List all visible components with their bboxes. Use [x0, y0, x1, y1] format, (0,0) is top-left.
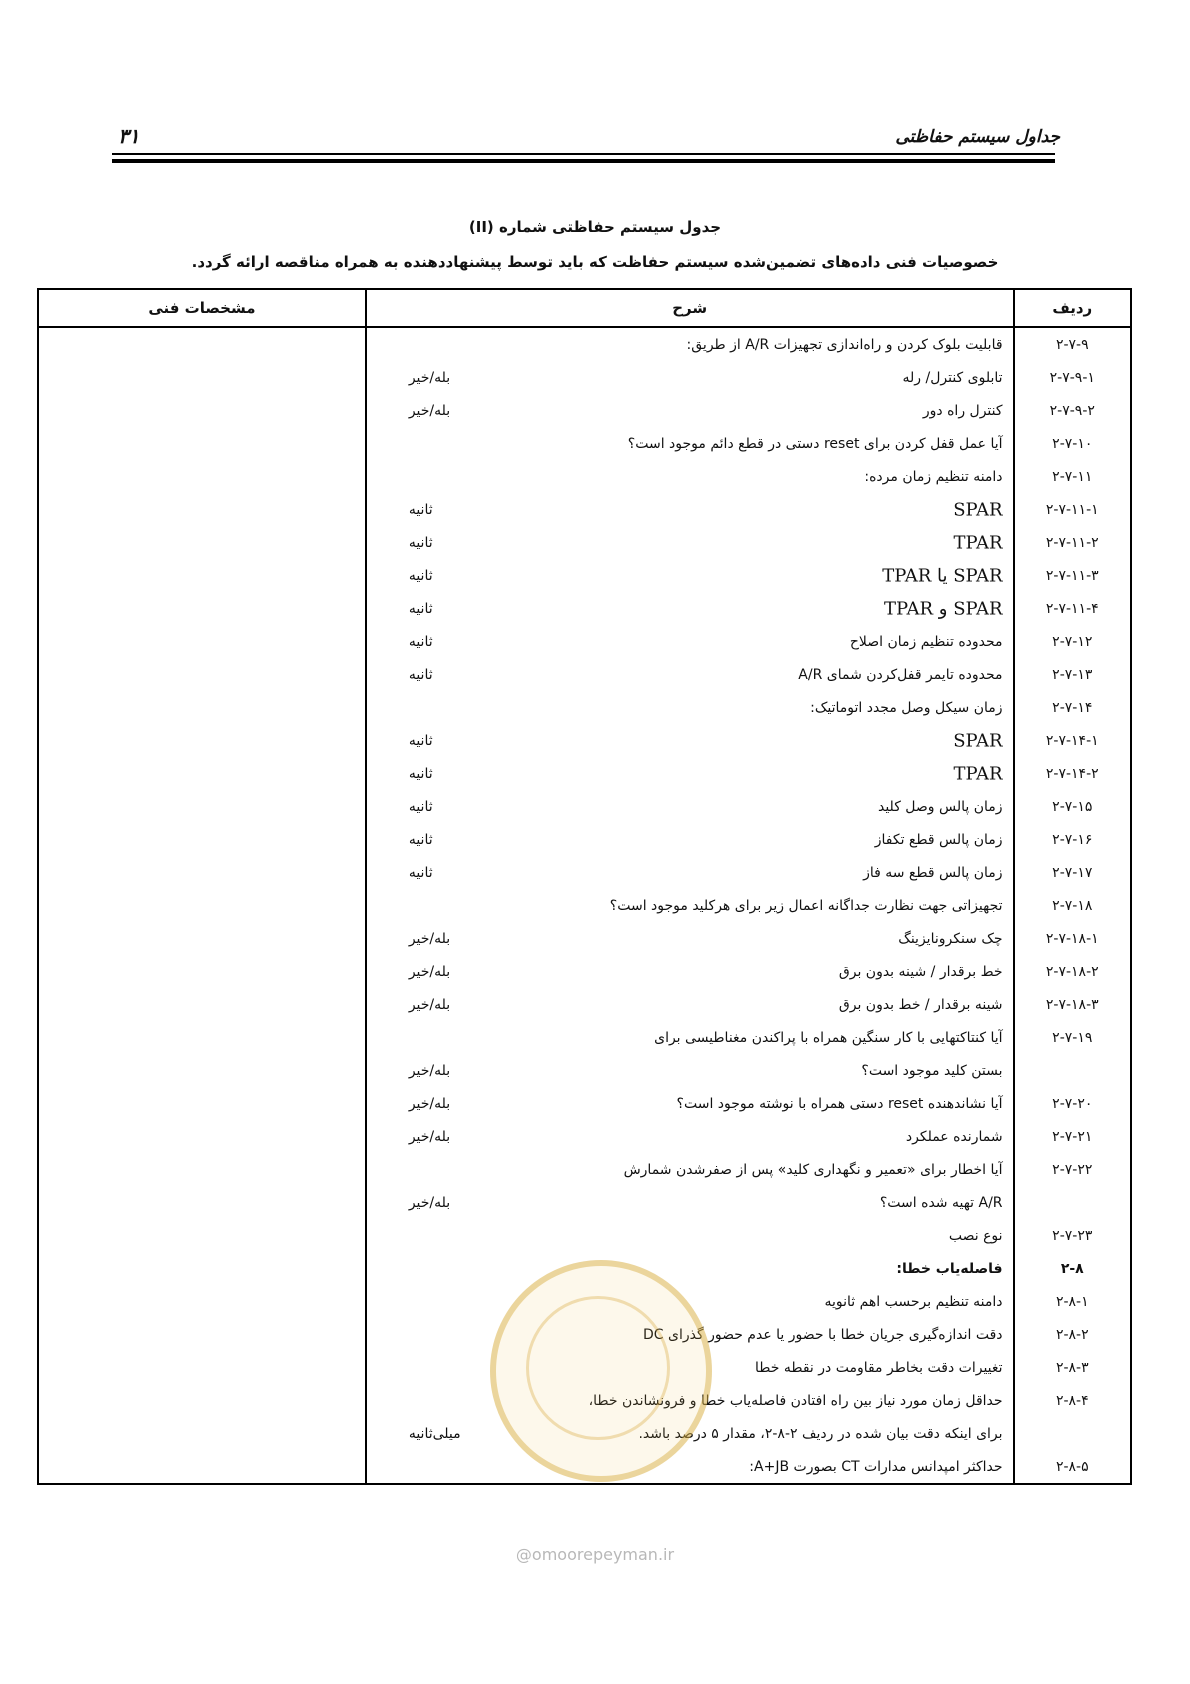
- row-number: ۲-۷-۱۱-۱: [1014, 493, 1131, 526]
- row-number: ۲-۷-۱۴: [1014, 691, 1131, 724]
- row-number: ۲-۷-۱۷: [1014, 856, 1131, 889]
- row-unit: ثانیه: [408, 765, 433, 782]
- row-description: آیا نشاندهنده reset دستی همراه با نوشته موجود است؟: [676, 1095, 1003, 1112]
- table-row: [38, 658, 1131, 691]
- table-header-row: [38, 289, 1131, 327]
- row-number: ۲-۷-۱۹: [1014, 1021, 1131, 1054]
- row-number: ۲-۸-۲: [1014, 1318, 1131, 1351]
- row-number: ۲-۸-۴: [1014, 1384, 1131, 1417]
- row-spec-cell: [38, 823, 366, 856]
- row-description: زمان سیکل وصل مجدد اتوماتیک:: [810, 699, 1003, 716]
- row-number: ۲-۷-۱۸: [1014, 889, 1131, 922]
- row-description: بستن کلید موجود است؟: [861, 1062, 1003, 1079]
- row-description-cell: [366, 691, 1014, 724]
- row-description-cell: [366, 361, 1014, 394]
- row-description-cell: [366, 889, 1014, 922]
- row-unit: بله/خیر: [408, 1128, 451, 1145]
- row-spec-cell: [38, 1384, 366, 1417]
- table-row: [38, 757, 1131, 790]
- row-spec-cell: [38, 1054, 366, 1087]
- table-row: [38, 988, 1131, 1021]
- row-description: دامنه تنظیم برحسب اهم ثانویه: [824, 1293, 1003, 1310]
- row-number: ۲-۷-۱۶: [1014, 823, 1131, 856]
- table-row: [38, 526, 1131, 559]
- table-caption: جدول سیستم حفاظتی شماره (II): [468, 218, 722, 236]
- row-number: ۲-۷-۱۳: [1014, 658, 1131, 691]
- row-spec-cell: [38, 691, 366, 724]
- row-number: [1014, 1417, 1131, 1450]
- row-spec-cell: [38, 988, 366, 1021]
- row-unit: بله/خیر: [408, 369, 451, 386]
- row-number: ۲-۷-۱۵: [1014, 790, 1131, 823]
- table-row: [38, 1087, 1131, 1120]
- table-row: [38, 922, 1131, 955]
- row-unit: بله/خیر: [408, 402, 451, 419]
- table-row: [38, 1054, 1131, 1087]
- watermark-seal: [490, 1260, 712, 1482]
- table-row: [38, 327, 1131, 361]
- row-number: ۲-۷-۱۱: [1014, 460, 1131, 493]
- row-unit: بله/خیر: [408, 930, 451, 947]
- row-description-cell: [366, 625, 1014, 658]
- row-description-cell: [366, 1120, 1014, 1153]
- row-description-cell: [366, 757, 1014, 790]
- header-spec: مشخصات فنی: [38, 289, 366, 327]
- row-unit: ثانیه: [408, 633, 433, 650]
- row-description: تغییرات دقت بخاطر مقاومت در نقطه خطا: [754, 1359, 1003, 1376]
- table-row: [38, 427, 1131, 460]
- row-spec-cell: [38, 790, 366, 823]
- row-spec-cell: [38, 394, 366, 427]
- row-unit: ثانیه: [408, 600, 433, 617]
- row-description: فاصله‌یاب خطا:: [896, 1260, 1003, 1277]
- row-description-cell: [366, 559, 1014, 592]
- row-unit: بله/خیر: [408, 963, 451, 980]
- row-number: ۲-۸-۳: [1014, 1351, 1131, 1384]
- row-spec-cell: [38, 1450, 366, 1484]
- row-description: TPAR: [953, 763, 1003, 784]
- row-description-cell: [366, 856, 1014, 889]
- row-spec-cell: [38, 922, 366, 955]
- table-row: [38, 460, 1131, 493]
- row-spec-cell: [38, 1120, 366, 1153]
- row-unit: ثانیه: [408, 798, 433, 815]
- row-number: ۲-۷-۱۸-۱: [1014, 922, 1131, 955]
- row-unit: ثانیه: [408, 534, 433, 551]
- row-description: محدوده تنظیم زمان اصلاح: [849, 633, 1003, 650]
- row-unit: بله/خیر: [408, 1095, 451, 1112]
- table-row: [38, 559, 1131, 592]
- row-unit: ثانیه: [408, 567, 433, 584]
- row-description: دامنه تنظیم زمان مرده:: [864, 468, 1003, 485]
- row-number: ۲-۷-۹-۲: [1014, 394, 1131, 427]
- table-row: [38, 394, 1131, 427]
- row-number: ۲-۸: [1014, 1252, 1131, 1285]
- row-number: ۲-۷-۱۲: [1014, 625, 1131, 658]
- row-description-cell: [366, 526, 1014, 559]
- row-unit: بله/خیر: [408, 1194, 451, 1211]
- row-spec-cell: [38, 559, 366, 592]
- row-description-cell: [366, 1054, 1014, 1087]
- row-description: برای اینکه دقت بیان شده در ردیف ۲-۸-۲، مقدار ۵ درصد باشد.: [638, 1425, 1003, 1442]
- table-row: [38, 790, 1131, 823]
- row-description-cell: [366, 1252, 1014, 1285]
- row-description-cell: [366, 724, 1014, 757]
- header-rule-thin: [112, 153, 1055, 155]
- row-spec-cell: [38, 658, 366, 691]
- row-description: زمان پالس قطع سه فاز: [863, 864, 1003, 881]
- row-number: ۲-۷-۹-۱: [1014, 361, 1131, 394]
- row-number: [1014, 1186, 1131, 1219]
- row-spec-cell: [38, 724, 366, 757]
- row-spec-cell: [38, 625, 366, 658]
- row-description-cell: [366, 823, 1014, 856]
- row-description-cell: [366, 1186, 1014, 1219]
- row-description-cell: [366, 1021, 1014, 1054]
- row-number: ۲-۷-۱۱-۲: [1014, 526, 1131, 559]
- row-spec-cell: [38, 856, 366, 889]
- row-unit: میلی‌ثانیه: [408, 1425, 461, 1442]
- row-unit: ثانیه: [408, 501, 433, 518]
- row-number: ۲-۷-۱۸-۲: [1014, 955, 1131, 988]
- row-spec-cell: [38, 361, 366, 394]
- table-subcaption: خصوصیات فنی داده‌های تضمین‌شده سیستم حفاظت که باید توسط پیشنهاددهنده به همراه مناقصه ارائه گردد.: [191, 253, 999, 271]
- row-description-cell: [366, 327, 1014, 361]
- row-spec-cell: [38, 427, 366, 460]
- row-spec-cell: [38, 1087, 366, 1120]
- row-spec-cell: [38, 460, 366, 493]
- table-row: [38, 889, 1131, 922]
- row-description-cell: [366, 658, 1014, 691]
- row-spec-cell: [38, 757, 366, 790]
- row-unit: بله/خیر: [408, 996, 451, 1013]
- row-number: ۲-۷-۲۲: [1014, 1153, 1131, 1186]
- row-description: شمارنده عملکرد: [905, 1128, 1003, 1145]
- row-description-cell: [366, 427, 1014, 460]
- row-unit: ثانیه: [408, 864, 433, 881]
- row-description: دقت اندازه‌گیری جریان خطا با حضور یا عدم حضور گذرای DC: [642, 1326, 1003, 1343]
- table-row: [38, 592, 1131, 625]
- row-spec-cell: [38, 955, 366, 988]
- row-spec-cell: [38, 1153, 366, 1186]
- table-row: [38, 1219, 1131, 1252]
- row-description-cell: [366, 1219, 1014, 1252]
- row-description: شینه برقدار / خط بدون برق: [838, 996, 1003, 1013]
- row-description: SPAR و TPAR: [884, 598, 1003, 619]
- row-number: ۲-۸-۱: [1014, 1285, 1131, 1318]
- row-description: کنترل راه دور: [922, 402, 1003, 419]
- row-description-cell: [366, 592, 1014, 625]
- row-description-cell: [366, 460, 1014, 493]
- row-spec-cell: [38, 493, 366, 526]
- header-desc: شرح: [366, 289, 1014, 327]
- row-spec-cell: [38, 1285, 366, 1318]
- row-description: SPAR یا TPAR: [882, 565, 1003, 586]
- row-unit: ثانیه: [408, 831, 433, 848]
- row-number: ۲-۷-۱۸-۳: [1014, 988, 1131, 1021]
- row-description-cell: [366, 1087, 1014, 1120]
- row-spec-cell: [38, 592, 366, 625]
- row-number: ۲-۷-۲۰: [1014, 1087, 1131, 1120]
- table-row: [38, 823, 1131, 856]
- row-description: آیا عمل قفل کردن برای reset دستی در قطع دائم موجود است؟: [627, 435, 1003, 452]
- row-number: ۲-۷-۱۱-۴: [1014, 592, 1131, 625]
- row-description-cell: [366, 493, 1014, 526]
- row-description-cell: [366, 394, 1014, 427]
- row-description: چک سنکرونایزینگ: [898, 930, 1003, 947]
- row-number: ۲-۷-۲۱: [1014, 1120, 1131, 1153]
- row-number: ۲-۷-۱۴-۱: [1014, 724, 1131, 757]
- row-number: ۲-۷-۱۰: [1014, 427, 1131, 460]
- row-description: حداکثر امپدانس مدارات CT بصورت A+JB:: [749, 1458, 1003, 1475]
- table-row: [38, 955, 1131, 988]
- row-spec-cell: [38, 1318, 366, 1351]
- row-description: قابلیت بلوک کردن و راه‌اندازی تجهیزات A/R از طریق:: [686, 336, 1003, 353]
- row-spec-cell: [38, 1021, 366, 1054]
- row-number: ۲-۷-۱۱-۳: [1014, 559, 1131, 592]
- row-spec-cell: [38, 526, 366, 559]
- table-row: [38, 493, 1131, 526]
- table-row: [38, 1021, 1131, 1054]
- row-number: ۲-۸-۵: [1014, 1450, 1131, 1484]
- row-spec-cell: [38, 1219, 366, 1252]
- table-row: [38, 1153, 1131, 1186]
- row-spec-cell: [38, 1351, 366, 1384]
- row-description: TPAR: [953, 532, 1003, 553]
- row-description: SPAR: [953, 499, 1003, 520]
- row-description-cell: [366, 988, 1014, 1021]
- table-row: [38, 691, 1131, 724]
- row-number: ۲-۷-۱۴-۲: [1014, 757, 1131, 790]
- row-description-cell: [366, 922, 1014, 955]
- row-spec-cell: [38, 327, 366, 361]
- header-num: ردیف: [1014, 289, 1131, 327]
- row-unit: بله/خیر: [408, 1062, 451, 1079]
- running-header-title: جداول سیستم حفاظتی: [895, 127, 1060, 147]
- row-description: تجهیزاتی جهت نظارت جداگانه اعمال زیر برای هرکلید موجود است؟: [609, 897, 1003, 914]
- row-number: ۲-۷-۹: [1014, 327, 1131, 361]
- row-unit: ثانیه: [408, 666, 433, 683]
- row-description-cell: [366, 1153, 1014, 1186]
- row-number: [1014, 1054, 1131, 1087]
- row-spec-cell: [38, 1252, 366, 1285]
- row-description-cell: [366, 955, 1014, 988]
- row-description: SPAR: [953, 730, 1003, 751]
- row-spec-cell: [38, 1186, 366, 1219]
- table-row: [38, 361, 1131, 394]
- page-number: ۳۱: [118, 124, 140, 148]
- row-description: زمان پالس وصل کلید: [877, 798, 1003, 815]
- table-row: [38, 625, 1131, 658]
- table-row: [38, 856, 1131, 889]
- row-description-cell: [366, 790, 1014, 823]
- watermark-url: @omoorepeyman.ir: [515, 1545, 675, 1564]
- row-description-cell: [366, 1450, 1014, 1484]
- row-description: A/R تهیه شده است؟: [879, 1194, 1003, 1211]
- row-description: خط برقدار / شینه بدون برق: [838, 963, 1003, 980]
- row-description: حداقل زمان مورد نیاز بین راه افتادن فاصله‌یاب خطا و فرونشاندن خطا،: [588, 1392, 1003, 1409]
- row-description: زمان پالس قطع تکفاز: [874, 831, 1003, 848]
- row-spec-cell: [38, 889, 366, 922]
- row-unit: ثانیه: [408, 732, 433, 749]
- table-row: [38, 1186, 1131, 1219]
- row-spec-cell: [38, 1417, 366, 1450]
- table-row: [38, 724, 1131, 757]
- row-description: آیا کنتاکتهایی با کار سنگین همراه با پراکندن مغناطیسی برای: [654, 1029, 1003, 1046]
- row-description: نوع نصب: [948, 1227, 1003, 1244]
- row-description: تابلوی کنترل/ رله: [902, 369, 1003, 386]
- table-row: [38, 1120, 1131, 1153]
- row-number: ۲-۷-۲۳: [1014, 1219, 1131, 1252]
- row-description: آیا اخطار برای «تعمیر و نگهداری کلید» پس از صفرشدن شمارش: [623, 1161, 1003, 1178]
- header-rule-thick: [112, 159, 1055, 163]
- row-description: محدوده تایمر قفل‌کردن شمای A/R: [798, 666, 1003, 683]
